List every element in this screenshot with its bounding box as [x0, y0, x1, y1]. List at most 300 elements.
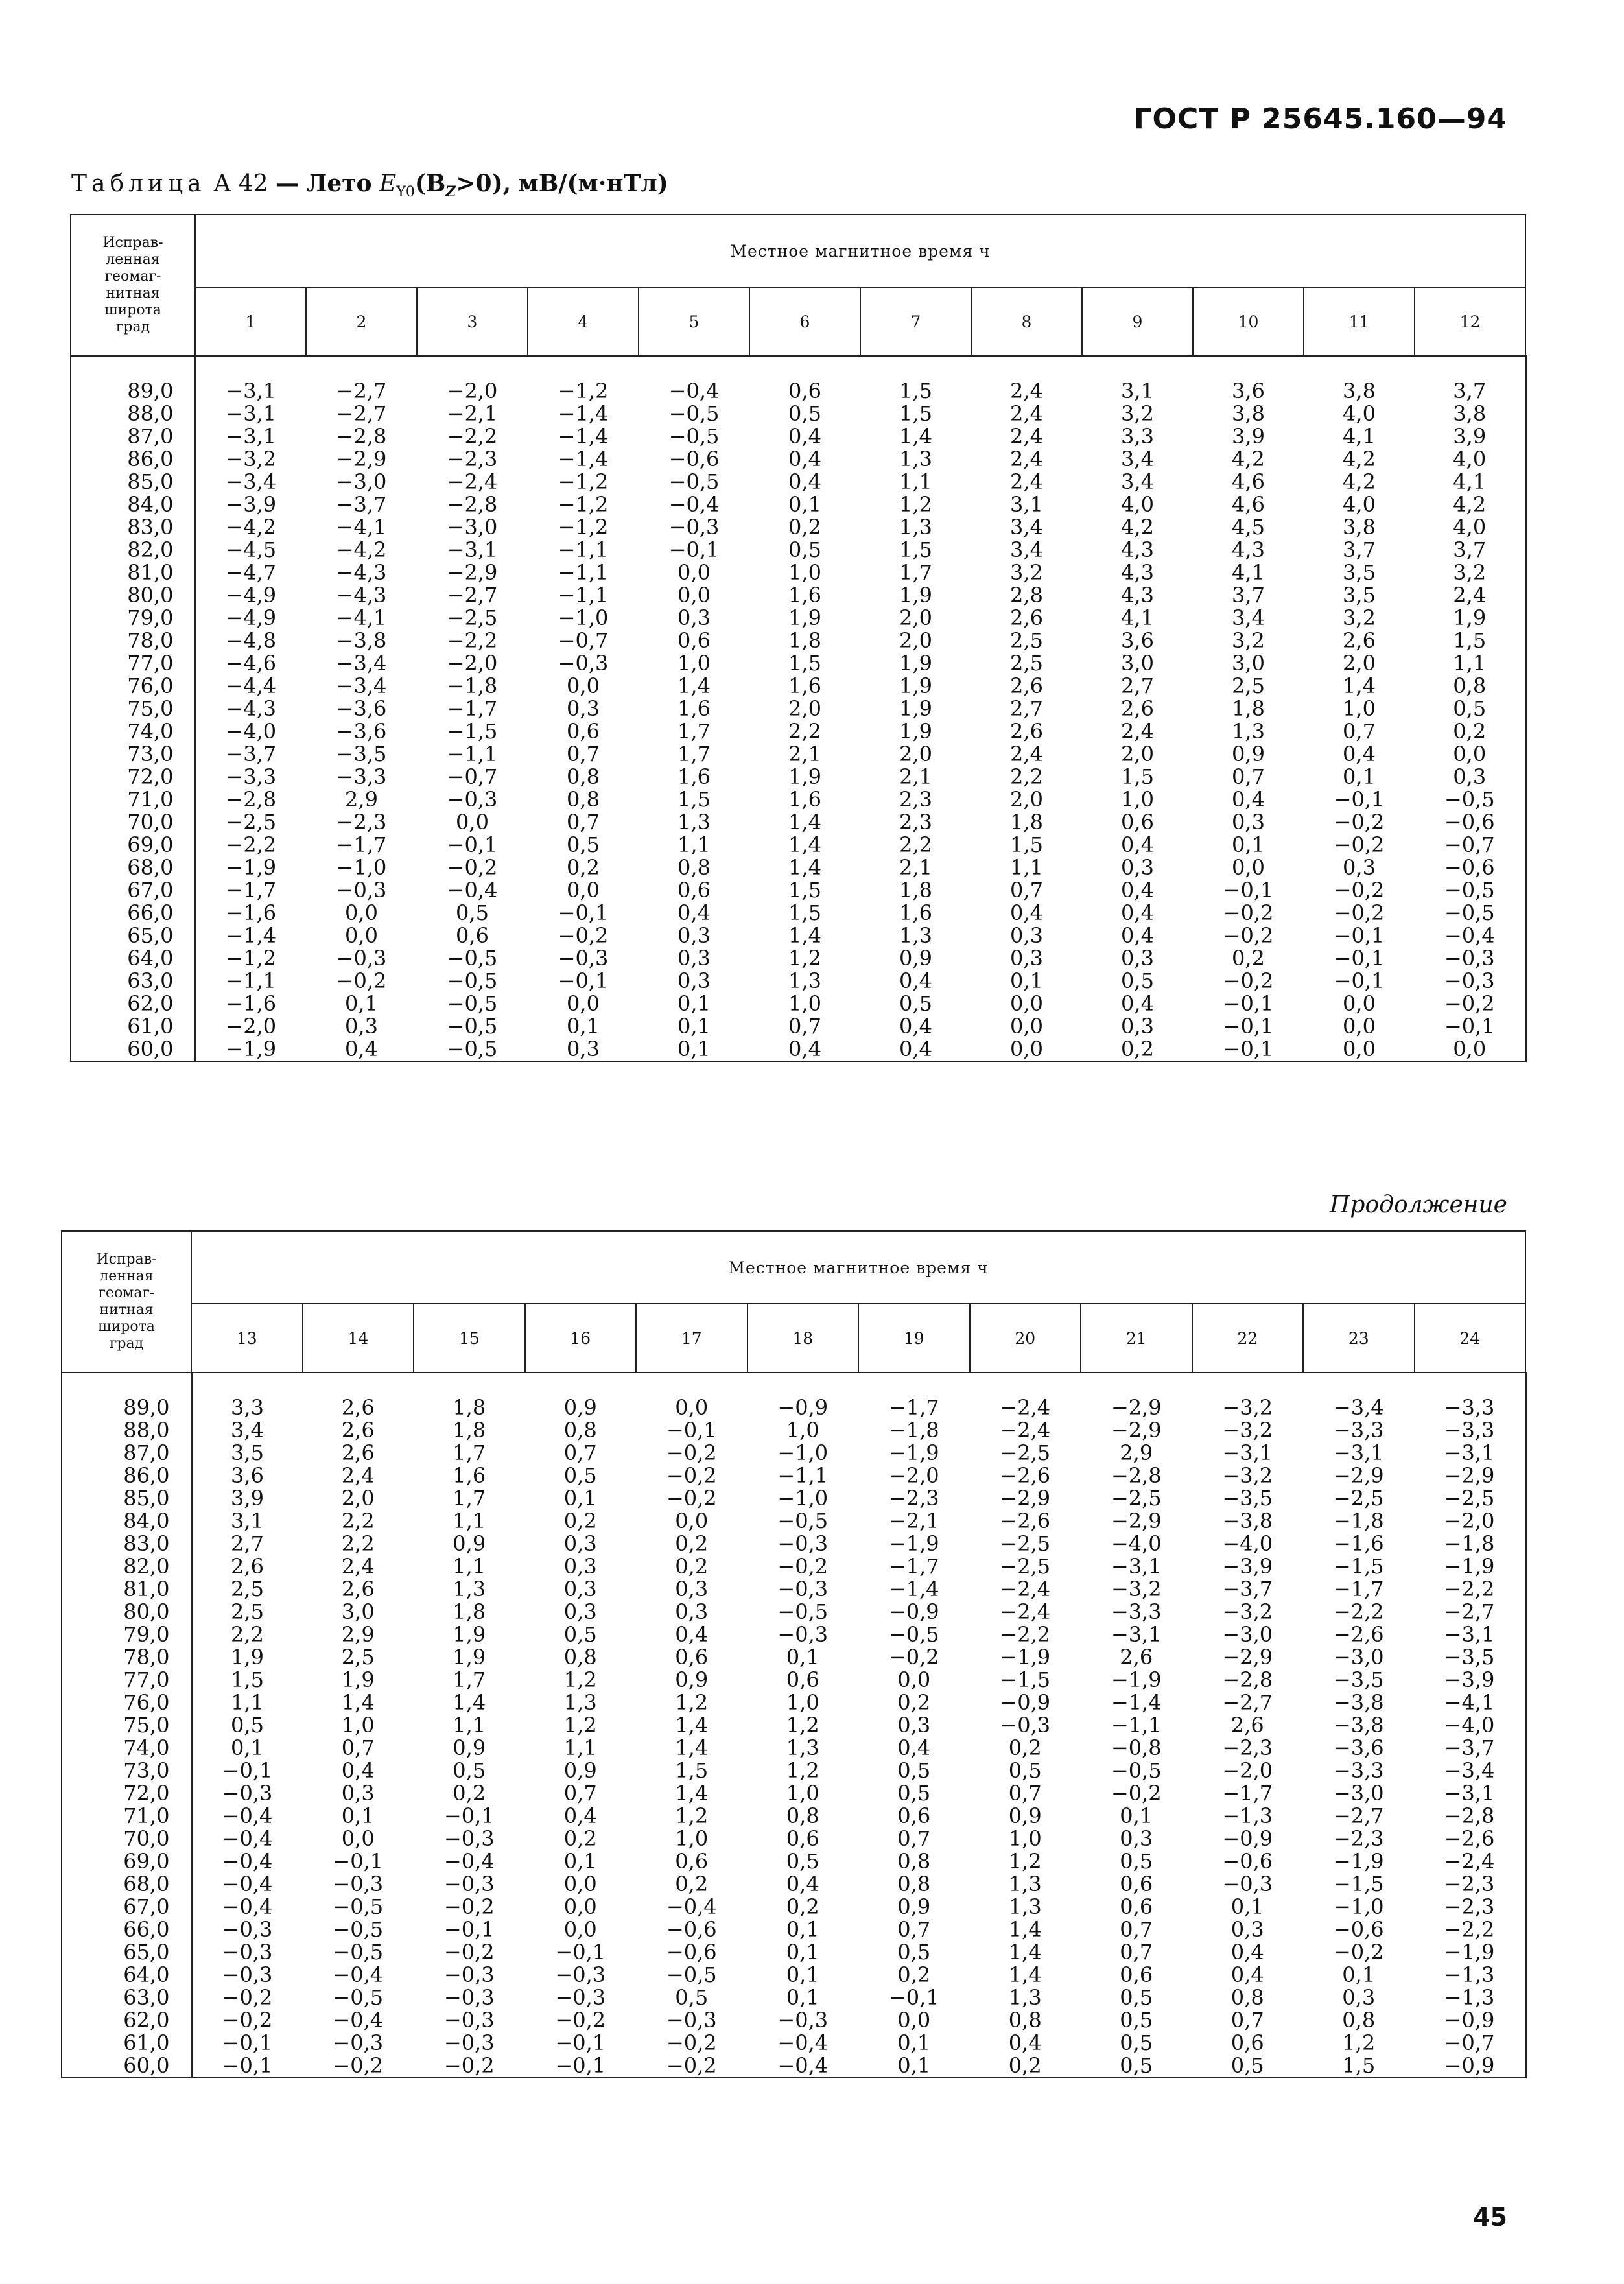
latitude-cell: 87,0	[62, 1442, 191, 1465]
latitude-cell: 81,0	[62, 1578, 191, 1601]
value-cell: 0,4	[1230, 1962, 1264, 1987]
value-cell: 2,8	[1010, 583, 1043, 607]
latitude-cell: 78,0	[71, 630, 195, 652]
value-cell: 0,6	[567, 719, 600, 744]
hour-header: 24	[1415, 1304, 1526, 1372]
value-cell: 0,9	[1232, 742, 1265, 766]
latitude-cell: 89,0	[71, 356, 195, 403]
hour-header: 19	[858, 1304, 970, 1372]
value-cell: 0,4	[788, 469, 821, 494]
value-cell: −0,4	[668, 492, 720, 517]
value-cell: −2,5	[1415, 1487, 1526, 1510]
table-row	[62, 1623, 1525, 1646]
value-cell: −3,1	[1415, 1782, 1526, 1805]
value-cell: −1,3	[1222, 1804, 1273, 1828]
value-cell: −1,6	[1333, 1531, 1384, 1556]
value-cell: −2,0	[1222, 1758, 1273, 1783]
value-cell: 0,0	[567, 991, 600, 1016]
value-cell: 1,2	[563, 1713, 597, 1737]
value-cell: 3,7	[1415, 356, 1525, 403]
value-cell: 2,1	[899, 764, 932, 789]
value-cell: −2,5	[1000, 1554, 1051, 1579]
value-cell: 0,3	[563, 1554, 597, 1579]
value-cell: 2,7	[1010, 696, 1043, 721]
value-cell: 0,1	[341, 1804, 375, 1828]
hour-header: 6	[749, 287, 860, 356]
stub-header-line: Исправ-	[102, 235, 163, 251]
table-row	[62, 1918, 1525, 1941]
latitude-cell: 80,0	[71, 584, 195, 607]
value-cell: 0,2	[1415, 720, 1525, 743]
value-cell: 2,2	[1010, 764, 1043, 789]
value-cell: 0,4	[1121, 991, 1154, 1016]
value-cell: 0,1	[788, 492, 821, 517]
value-cell: 4,1	[1121, 606, 1154, 630]
value-cell: −0,5	[668, 424, 720, 449]
value-cell: 0,3	[567, 696, 600, 721]
caption-cond: $(B_Z>0)$,	[414, 170, 512, 201]
value-cell: 2,6	[341, 1395, 375, 1420]
value-cell: 3,3	[1121, 424, 1154, 449]
value-cell: 4,3	[1121, 560, 1154, 585]
value-cell: 1,1	[1415, 652, 1525, 675]
stub-header-line: нитная	[106, 285, 160, 301]
value-cell: 1,6	[677, 696, 711, 721]
value-cell: 1,9	[899, 719, 932, 744]
value-cell: −3,3	[1333, 1418, 1384, 1442]
value-cell: −1,7	[888, 1554, 939, 1579]
latitude-cell: 79,0	[71, 607, 195, 630]
value-cell: 0,7	[1232, 764, 1265, 789]
value-cell: 1,3	[899, 447, 932, 471]
value-cell: 2,4	[1010, 424, 1043, 449]
value-cell: 0,2	[1082, 1038, 1193, 1061]
value-cell: 4,3	[1121, 537, 1154, 562]
stub-header-line: Исправ-	[96, 1251, 157, 1267]
value-cell: −0,5	[668, 469, 720, 494]
value-cell: −0,2	[1334, 832, 1385, 857]
value-cell: 1,4	[788, 810, 821, 834]
value-cell: 3,4	[1121, 447, 1154, 471]
value-cell: 1,4	[675, 1736, 709, 1760]
value-cell: −2,7	[1415, 1601, 1526, 1623]
value-cell: 0,2	[563, 1509, 597, 1533]
value-cell: 1,7	[677, 742, 711, 766]
value-cell: 2,5	[1232, 674, 1265, 698]
value-cell: −2,1	[447, 401, 498, 426]
value-cell: 1,4	[1343, 674, 1376, 698]
value-cell: −4,0	[1111, 1531, 1162, 1556]
value-cell: −0,1	[191, 2054, 303, 2078]
table-row	[62, 1442, 1525, 1465]
value-cell: −3,1	[1415, 1442, 1526, 1465]
value-cell: 1,8	[453, 1599, 486, 1624]
value-cell: −2,2	[1000, 1622, 1051, 1647]
value-cell: 1,6	[788, 674, 821, 698]
value-cell: 1,3	[786, 1736, 819, 1760]
value-cell: −0,7	[558, 628, 609, 653]
value-cell: 0,5	[1120, 2031, 1153, 2055]
value-cell: −3,6	[336, 719, 387, 744]
value-cell: 0,2	[675, 1554, 709, 1579]
value-cell: −1,4	[558, 424, 609, 449]
value-cell: 0,2	[786, 1894, 819, 1919]
value-cell: 4,1	[1232, 560, 1265, 585]
value-cell: −0,9	[1000, 1690, 1051, 1715]
value-cell: −3,7	[1415, 1737, 1526, 1760]
value-cell: −0,3	[443, 1872, 495, 1896]
hour-header: 9	[1082, 287, 1193, 356]
value-cell: 2,6	[1121, 696, 1154, 721]
value-cell: 0,4	[749, 1038, 860, 1061]
value-cell: −2,2	[1333, 1599, 1384, 1624]
value-cell: −2,7	[336, 401, 387, 426]
value-cell: −3,4	[336, 674, 387, 698]
value-cell: −2,3	[1415, 1896, 1526, 1918]
table-row	[71, 698, 1525, 720]
latitude-cell: 88,0	[71, 403, 195, 425]
value-cell: −4,3	[336, 560, 387, 585]
value-cell: −0,5	[447, 946, 498, 971]
hour-header: 2	[306, 287, 417, 356]
value-cell: 0,5	[1415, 698, 1525, 720]
value-cell: 0,5	[567, 832, 600, 857]
value-cell: 3,6	[1232, 379, 1265, 403]
value-cell: 0,9	[897, 1894, 931, 1919]
table-row	[71, 856, 1525, 879]
value-cell: 0,6	[1120, 1872, 1153, 1896]
value-cell: 0,9	[675, 1667, 709, 1692]
value-cell: 1,4	[1008, 1917, 1042, 1942]
table-row	[71, 652, 1525, 675]
value-cell: 2,4	[341, 1554, 375, 1579]
value-cell: 1,3	[1008, 1985, 1042, 2010]
value-cell: 1,7	[677, 719, 711, 744]
page-number: 45	[1473, 2203, 1507, 2231]
value-cell: 1,2	[786, 1713, 819, 1737]
value-cell: −0,2	[1111, 1781, 1162, 1806]
value-cell: −2,0	[1415, 1510, 1526, 1533]
value-cell: −3,8	[1333, 1713, 1384, 1737]
value-cell: 0,0	[567, 674, 600, 698]
value-cell: −4,5	[195, 539, 306, 561]
value-cell: −0,2	[336, 969, 387, 993]
value-cell: 1,5	[1415, 630, 1525, 652]
value-cell: 1,8	[1232, 696, 1265, 721]
hour-header: 10	[1193, 287, 1304, 356]
stub-header	[62, 1231, 191, 1372]
value-cell: −3,5	[1222, 1486, 1273, 1511]
value-cell: −0,2	[666, 1441, 717, 1465]
value-cell: 0,2	[675, 1872, 709, 1896]
table-row	[71, 834, 1525, 856]
value-cell: −0,2	[1415, 993, 1525, 1015]
value-cell: 1,0	[786, 1690, 819, 1715]
value-cell: −0,5	[417, 1038, 528, 1061]
value-cell: 1,9	[1415, 607, 1525, 630]
value-cell: 0,1	[1342, 1962, 1376, 1987]
table-row	[71, 993, 1525, 1015]
value-cell: 4,3	[1232, 537, 1265, 562]
latitude-cell: 75,0	[62, 1714, 191, 1737]
value-cell: −0,3	[443, 2031, 495, 2055]
hour-header: 12	[1415, 287, 1525, 356]
table-row	[71, 675, 1525, 698]
stub-header-line: нитная	[99, 1302, 154, 1318]
hour-header-row	[62, 1304, 1525, 1372]
value-cell: −1,2	[195, 947, 306, 970]
value-cell: −2,3	[1222, 1736, 1273, 1760]
table-row	[71, 788, 1525, 811]
value-cell: 0,0	[345, 923, 378, 948]
table-row	[62, 1737, 1525, 1760]
value-cell: −2,9	[1222, 1645, 1273, 1669]
value-cell: 2,2	[341, 1531, 375, 1556]
value-cell: −0,6	[666, 1917, 717, 1942]
value-cell: 3,7	[1415, 539, 1525, 561]
value-cell: −1,9	[888, 1531, 939, 1556]
value-cell: −0,3	[447, 787, 498, 812]
latitude-cell: 87,0	[71, 425, 195, 448]
table-row	[62, 1760, 1525, 1782]
value-cell: 1,9	[788, 764, 821, 789]
value-cell: −0,1	[191, 2032, 303, 2054]
value-cell: −0,9	[1415, 2054, 1526, 2078]
value-cell: 0,3	[1121, 1014, 1154, 1039]
value-cell: 0,3	[1232, 810, 1265, 834]
value-cell: 0,0	[897, 2008, 931, 2032]
latitude-cell: 80,0	[62, 1601, 191, 1623]
value-cell: −0,3	[191, 1782, 303, 1805]
value-cell: −0,2	[558, 923, 609, 948]
value-cell: 0,6	[675, 1645, 709, 1669]
latitude-cell: 82,0	[71, 539, 195, 561]
caption-formula: E	[379, 171, 397, 197]
value-cell: −1,7	[336, 832, 387, 857]
hour-header: 22	[1192, 1304, 1304, 1372]
value-cell: −0,3	[191, 1941, 303, 1964]
caption-season: Лето	[306, 170, 372, 197]
value-cell: 0,8	[897, 1872, 931, 1896]
value-cell: 0,0	[456, 810, 489, 834]
value-cell: 0,2	[1232, 946, 1265, 971]
latitude-cell: 74,0	[71, 720, 195, 743]
value-cell: −0,3	[191, 1918, 303, 1941]
value-cell: 0,4	[1343, 742, 1376, 766]
value-cell: −1,4	[195, 924, 306, 947]
value-cell: 0,4	[677, 901, 711, 925]
value-cell: −2,3	[1333, 1826, 1384, 1851]
value-cell: 4,3	[1121, 583, 1154, 607]
value-cell: −2,9	[447, 560, 498, 585]
latitude-cell: 83,0	[62, 1533, 191, 1555]
value-cell: 0,5	[788, 537, 821, 562]
value-cell: −0,4	[191, 1805, 303, 1828]
value-cell: −0,5	[1415, 902, 1525, 924]
value-cell: −3,2	[1222, 1599, 1273, 1624]
value-cell: −3,7	[195, 743, 306, 766]
table-row	[62, 1487, 1525, 1510]
latitude-cell: 68,0	[71, 856, 195, 879]
value-cell: −0,2	[1334, 901, 1385, 925]
value-cell: 0,0	[1415, 743, 1525, 766]
value-cell: −1,6	[195, 902, 306, 924]
value-cell: −4,1	[336, 515, 387, 539]
value-cell: −4,6	[195, 652, 306, 675]
value-cell: −3,3	[1111, 1599, 1162, 1624]
value-cell: −1,8	[1415, 1533, 1526, 1555]
value-cell: −3,4	[195, 471, 306, 493]
value-cell: 0,4	[1232, 787, 1265, 812]
value-cell: −0,5	[333, 1940, 384, 1964]
latitude-cell: 77,0	[62, 1669, 191, 1691]
value-cell: −0,4	[333, 2008, 384, 2032]
value-cell: −0,4	[666, 1894, 717, 1919]
value-cell: −3,0	[1222, 1622, 1273, 1647]
value-cell: 1,9	[191, 1646, 303, 1669]
value-cell: −0,3	[777, 1622, 829, 1647]
value-cell: 1,0	[1008, 1826, 1042, 1851]
value-cell: −0,2	[1333, 1940, 1384, 1964]
value-cell: 3,6	[1121, 628, 1154, 653]
latitude-cell: 71,0	[62, 1805, 191, 1828]
value-cell: 0,2	[970, 2054, 1081, 2078]
value-cell: 0,3	[341, 1781, 375, 1806]
latitude-cell: 66,0	[62, 1918, 191, 1941]
table-row	[62, 1419, 1525, 1442]
latitude-cell: 64,0	[62, 1964, 191, 1986]
value-cell: −0,1	[555, 1940, 606, 1964]
value-cell: −0,2	[443, 1940, 495, 1964]
value-cell: −2,7	[1222, 1690, 1273, 1715]
value-cell: 0,0	[677, 583, 711, 607]
value-cell: −4,3	[336, 583, 387, 607]
value-cell: −2,7	[1333, 1804, 1384, 1828]
hour-header: 4	[528, 287, 639, 356]
value-cell: 4,2	[1343, 447, 1376, 471]
value-cell: 2,9	[1120, 1441, 1153, 1465]
table-row	[71, 516, 1525, 539]
value-cell: −3,0	[447, 515, 498, 539]
value-cell: 0,1	[567, 1014, 600, 1039]
value-cell: 0,8	[786, 1804, 819, 1828]
value-cell: 2,7	[191, 1533, 303, 1555]
value-cell: 1,2	[675, 1804, 709, 1828]
value-cell: −3,1	[1222, 1441, 1273, 1465]
value-cell: 0,5	[786, 1849, 819, 1874]
value-cell: −3,3	[336, 764, 387, 789]
latitude-cell: 61,0	[71, 1015, 195, 1038]
value-cell: −3,6	[336, 696, 387, 721]
value-cell: −0,4	[777, 2031, 829, 2055]
stub-header-line: геомаг-	[98, 1285, 155, 1301]
value-cell: 0,2	[1008, 1736, 1042, 1760]
table-body	[62, 1372, 1525, 2078]
value-cell: 2,6	[341, 1441, 375, 1465]
value-cell: 0,5	[1008, 1758, 1042, 1783]
value-cell: −0,4	[191, 1873, 303, 1896]
value-cell: 0,7	[567, 810, 600, 834]
value-cell: −2,3	[888, 1486, 939, 1511]
value-cell: −4,7	[195, 561, 306, 584]
value-cell: 3,2	[1415, 561, 1525, 584]
value-cell: −0,2	[888, 1645, 939, 1669]
value-cell: −2,4	[1000, 1577, 1051, 1601]
value-cell: −3,1	[1333, 1441, 1384, 1465]
value-cell: −2,5	[1111, 1486, 1162, 1511]
value-cell: 2,5	[191, 1578, 303, 1601]
value-cell: 2,6	[1120, 1645, 1153, 1669]
value-cell: 1,5	[677, 787, 711, 812]
value-cell: 2,4	[1010, 379, 1043, 403]
stub-header-line: широта	[104, 302, 161, 318]
value-cell: 1,7	[899, 560, 932, 585]
value-cell: −1,4	[1111, 1690, 1162, 1715]
value-cell: 2,4	[1415, 584, 1525, 607]
value-cell: −0,3	[555, 1962, 606, 1987]
value-cell: −2,2	[1415, 1918, 1526, 1941]
latitude-cell: 89,0	[62, 1372, 191, 1419]
latitude-cell: 63,0	[62, 1986, 191, 2009]
value-cell: 3,2	[1343, 606, 1376, 630]
value-cell: 1,4	[788, 832, 821, 857]
value-cell: −0,4	[191, 1850, 303, 1873]
value-cell: −0,2	[303, 2054, 414, 2078]
value-cell: 0,5	[1120, 2008, 1153, 2032]
table-row	[71, 403, 1525, 425]
value-cell: 0,3	[1120, 1826, 1153, 1851]
value-cell: −2,3	[1415, 1873, 1526, 1896]
value-cell: −0,3	[777, 1577, 829, 1601]
value-cell: 1,8	[788, 628, 821, 653]
value-cell: 1,9	[899, 651, 932, 676]
table-row	[71, 356, 1525, 403]
value-cell: 1,5	[788, 901, 821, 925]
value-cell: −2,9	[1333, 1463, 1384, 1488]
value-cell: 1,3	[788, 969, 821, 993]
latitude-cell: 82,0	[62, 1555, 191, 1578]
value-cell: −1,4	[558, 447, 609, 471]
table-row	[62, 1372, 1525, 1419]
value-cell: 0,6	[786, 1667, 819, 1692]
value-cell: 1,4	[675, 1713, 709, 1737]
value-cell: 1,5	[1121, 764, 1154, 789]
value-cell: 0,1	[191, 1737, 303, 1760]
value-cell: −0,3	[191, 1964, 303, 1986]
latitude-cell: 67,0	[62, 1896, 191, 1918]
value-cell: 1,9	[453, 1645, 486, 1669]
table-row	[62, 1714, 1525, 1737]
table-row	[62, 1465, 1525, 1487]
value-cell: 2,6	[1010, 719, 1043, 744]
value-cell: 1,3	[1008, 1872, 1042, 1896]
value-cell: 0,0	[971, 1038, 1082, 1061]
value-cell: −1,2	[558, 379, 609, 403]
value-cell: 4,1	[1343, 424, 1376, 449]
table-row	[62, 1782, 1525, 1805]
table-row	[62, 1896, 1525, 1918]
value-cell: 3,8	[1415, 403, 1525, 425]
value-cell: 1,8	[453, 1395, 486, 1420]
value-cell: −2,3	[336, 810, 387, 834]
value-cell: 1,1	[453, 1509, 486, 1533]
table-row	[71, 1038, 1525, 1061]
value-cell: 0,3	[675, 1577, 709, 1601]
value-cell: −4,2	[195, 516, 306, 539]
value-cell: −1,0	[336, 855, 387, 880]
value-cell: 0,3	[1230, 1917, 1264, 1942]
table-row	[71, 584, 1525, 607]
